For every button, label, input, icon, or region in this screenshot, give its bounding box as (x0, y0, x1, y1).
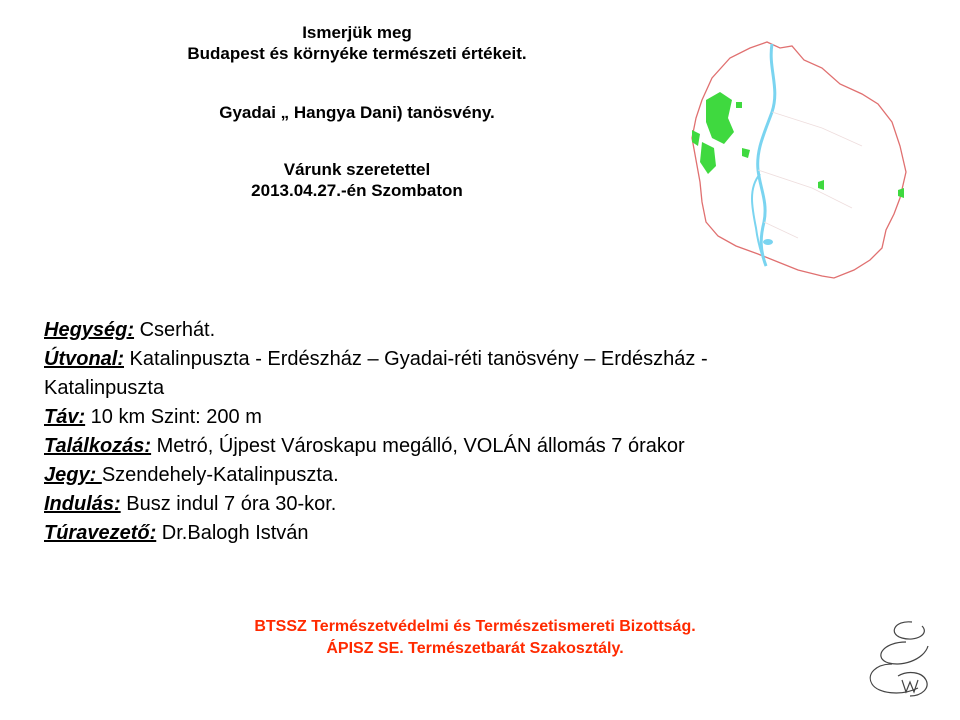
detail-value: Dr.Balogh István (156, 522, 309, 544)
detail-value: Szendehely-Katalinpuszta. (101, 464, 339, 486)
welcome-text: Várunk szeretettel (283, 160, 431, 179)
detail-label: Útvonal: (44, 348, 124, 370)
budapest-map (672, 38, 932, 288)
forest-area-5 (818, 180, 824, 190)
detail-label: Hegység: (44, 319, 135, 341)
forest-area-2 (700, 142, 716, 174)
detail-row-route (44, 345, 924, 374)
detail-value: 10 km Szint: 200 m (85, 406, 262, 428)
detail-row-departure (44, 490, 924, 519)
event-date: 2013.04.27.-én Szombaton (251, 181, 463, 200)
city-boundary (692, 42, 906, 278)
detail-label: Táv: (44, 406, 86, 428)
club-logo-icon (862, 616, 938, 700)
detail-value: Katalinpuszta (44, 377, 165, 399)
detail-row-guide (44, 519, 924, 548)
forest-area-7 (736, 102, 742, 108)
detail-row-route-cont (44, 374, 924, 403)
forest-area-4 (742, 148, 750, 158)
detail-label: Túravezető: (44, 522, 157, 544)
detail-value: Katalinpuszta - Erdészház – Gyadai-réti tanösvény – Erdészház - (124, 348, 708, 370)
event-header (100, 22, 614, 201)
trail-name: Gyadai „ Hangya Dani) tanösvény. (219, 103, 495, 122)
detail-label: Indulás: (44, 493, 121, 515)
detail-label: Találkozás: (44, 435, 152, 457)
header-line-2: Budapest és környéke természeti értékeit. (187, 44, 527, 63)
lake (763, 239, 773, 245)
detail-label: Jegy: (44, 464, 102, 486)
detail-value: Busz indul 7 óra 30-kor. (120, 493, 337, 515)
detail-row-ticket (44, 461, 924, 490)
tour-details (44, 316, 924, 548)
detail-row-distance (44, 403, 924, 432)
organizer-footer (110, 616, 840, 660)
footer-line-2: ÁPISZ SE. Természetbarát Szakosztály. (326, 640, 624, 657)
detail-row-mountains (44, 316, 924, 345)
district-lines (758, 112, 862, 238)
detail-value: Cserhát. (134, 319, 216, 341)
header-line-1: Ismerjük meg (302, 23, 412, 42)
footer-line-1: BTSSZ Természetvédelmi és Természetismereti Bizottság. (254, 618, 696, 635)
forest-area-1 (706, 92, 734, 144)
danube-river (758, 44, 775, 266)
detail-value: Metró, Újpest Városkapu megálló, VOLÁN állomás 7 órakor (151, 435, 685, 457)
detail-row-meeting (44, 432, 924, 461)
forest-area-6 (898, 188, 904, 198)
